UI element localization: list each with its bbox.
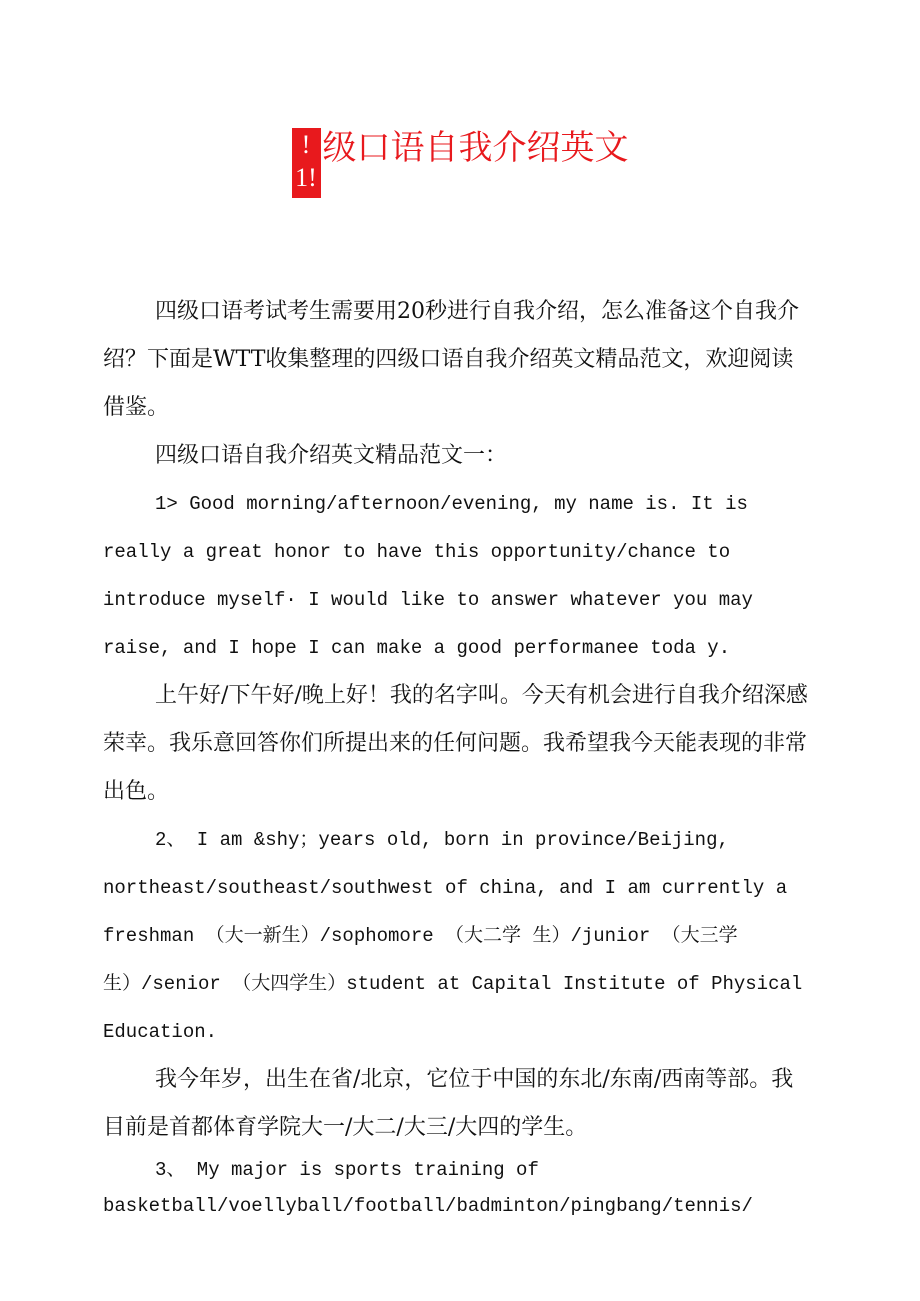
intro-paragraph: 四级口语考试考生需要用20秒进行自我介绍，怎么准备这个自我介绍？下面是WTT收集整理的四级口语自我介绍英文精品范文，欢迎阅读借鉴。 [103, 299, 799, 420]
paragraph-2-chinese: 我今年岁，出生在省/北京，它位于中国的东北/东南/西南等部。我目前是首都体育学院大一/大二/大三/大四的学生。 [103, 1067, 794, 1140]
paragraph-1-chinese: 上午好/下午好/晚上好！我的名字叫。今天有机会进行自我介绍深感荣幸。我乐意回答你们所提出来的任何问题。我希望我今天能表现的非常出色。 [103, 683, 808, 804]
page-title [292, 128, 629, 198]
paragraph-3-english: 3、 My major is sports training of basketball/voellyball/football/badminton/pingbang/tennis/ [103, 1159, 753, 1217]
paragraph-2-english: 2、 I am &shy；years old, born in province/Beijing, northeast/southeast/southwest of china, and I am currently a freshman （大一新生）/sophomore （大二学 生）/junior （大三学生）/senior （大四学生）student at Capital Institute of Physical Education. [103, 829, 803, 1043]
document-body [103, 288, 813, 1224]
paragraph-1-english: 1> Good morning/afternoon/evening, my name is. It is really a great honor to have this opportunity/chance to introduce myself· I would like to answer whatever you may raise, and I hope I can make a good performanee toda y. [103, 493, 753, 659]
title-badge: !1! [292, 128, 321, 198]
section-heading: 四级口语自我介绍英文精品范文一： [155, 443, 508, 468]
title-area [0, 128, 920, 198]
title-text: 级口语自我介绍英文 [322, 128, 629, 168]
